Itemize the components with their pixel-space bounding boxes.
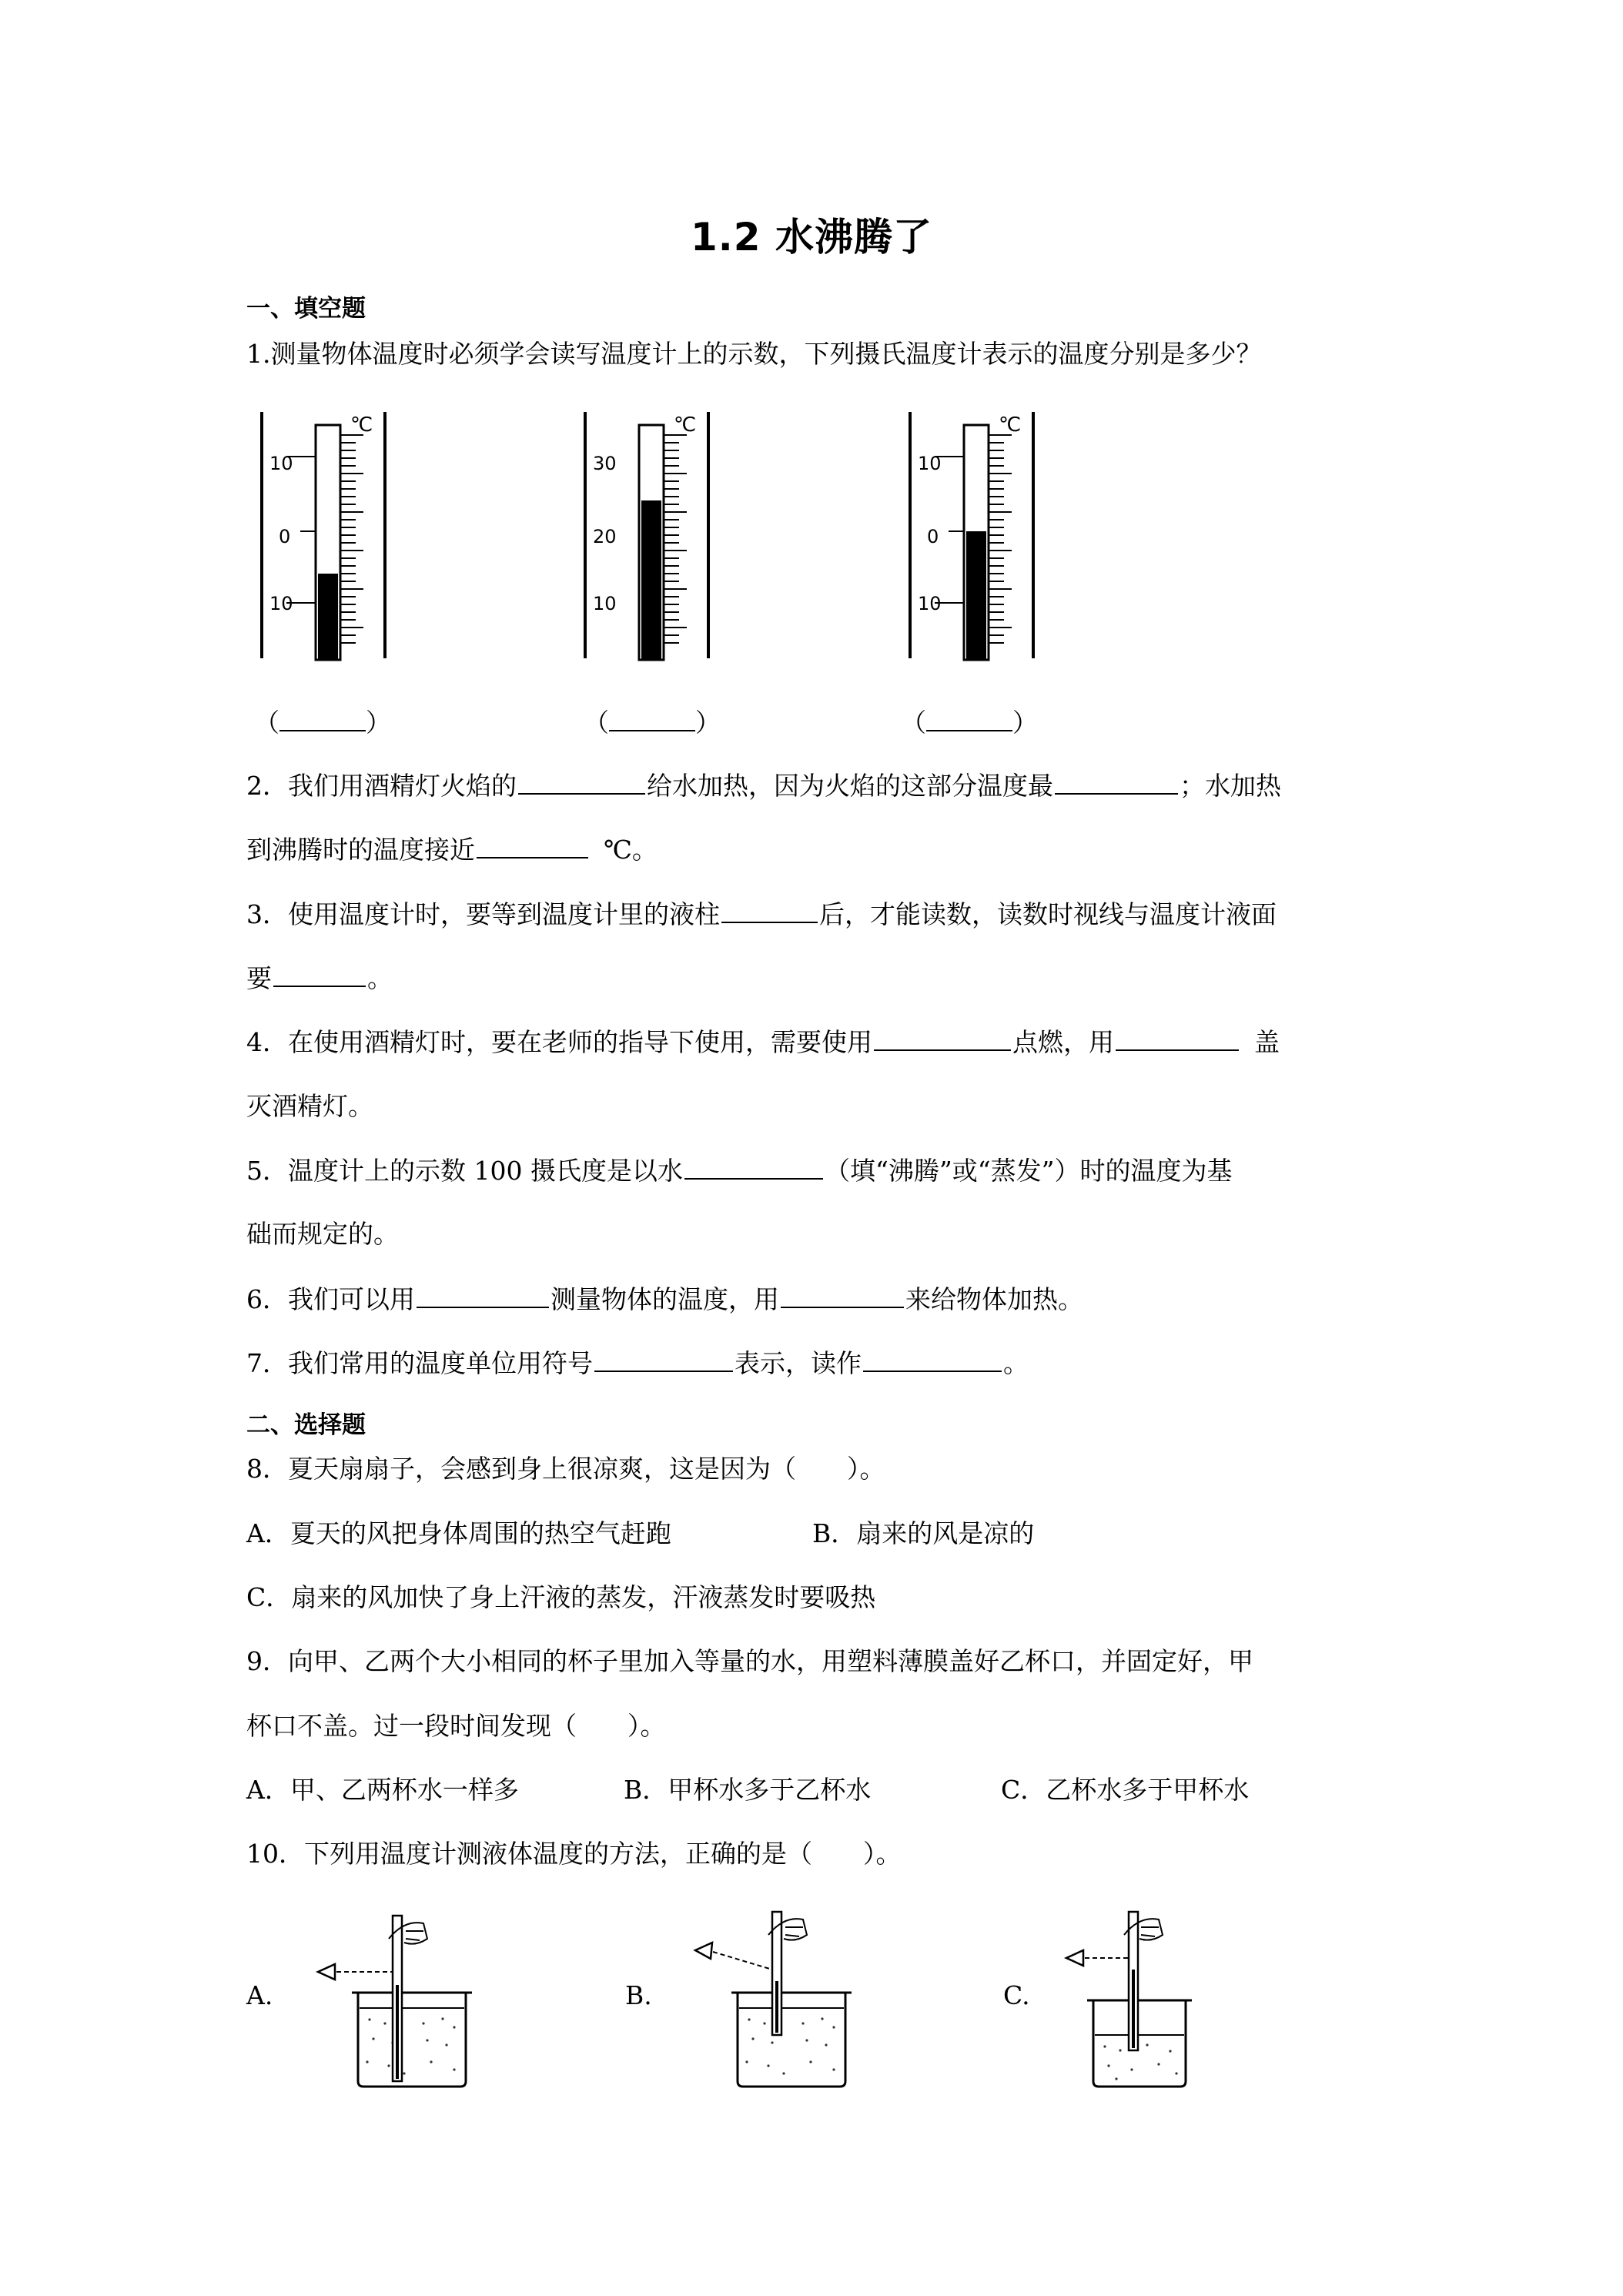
q5-blank-1[interactable]	[684, 1155, 823, 1180]
q10-figure-a	[312, 1908, 500, 2093]
thermometer-3-unit: ℃	[999, 413, 1022, 437]
q4-blank-2[interactable]	[1116, 1026, 1239, 1051]
thermometer-2-label-top: 30	[593, 453, 617, 474]
thermometer-3-label-bottom: 10	[918, 593, 942, 614]
thermometer-2-label-mid: 20	[593, 526, 617, 547]
answer-blank-2[interactable]: （ ）	[584, 708, 721, 738]
thermometer-1-liquid-column	[318, 574, 338, 660]
question-9-stem-1: 9．向甲、乙两个大小相同的杯子里加入等量的水，用塑料薄膜盖好乙杯口，并固定好，甲	[246, 1646, 1253, 1676]
question-10-stem: 10．下列用温度计测液体温度的方法，正确的是（ ）。	[246, 1839, 902, 1869]
question-3-line-1: 3．使用温度计时，要等到温度计里的液柱 后，才能读数，读数时视线与温度计液面	[246, 899, 1277, 929]
thermometer-2-unit: ℃	[674, 413, 697, 437]
answer-blank-1[interactable]: （ ）	[254, 708, 391, 738]
thermometer-2-liquid-column	[641, 500, 661, 660]
q10-figure-c	[1062, 1908, 1251, 2093]
question-6-line: 6．我们可以用 测量物体的温度，用 来给物体加热。	[246, 1284, 1083, 1314]
question-5-line-1: 5．温度计上的示数 100 摄氏度是以水 （填“沸腾”或“蒸发”）时的温度为基	[246, 1156, 1233, 1186]
question-5-line-2: 础而规定的。	[246, 1219, 399, 1249]
q8-option-b[interactable]: B．扇来的风是凉的	[812, 1518, 1035, 1548]
q10-option-a[interactable]: A.	[246, 1980, 273, 2010]
thermometer-1-label-bottom: 10	[269, 593, 293, 614]
q7-blank-1[interactable]	[594, 1347, 733, 1372]
thermometer-1-label-top: 10	[269, 453, 293, 474]
page-title: 1.2 水沸腾了	[691, 215, 932, 259]
thermometer-2-ticks	[664, 435, 687, 643]
q6-blank-2[interactable]	[781, 1284, 904, 1308]
thermometer-3-label-top: 10	[918, 453, 942, 474]
q2-blank-2[interactable]	[1055, 770, 1178, 795]
thermometer-2-label-bottom: 10	[593, 593, 617, 614]
q3-blank-2[interactable]	[273, 962, 366, 987]
question-3-line-2: 要 。	[246, 963, 393, 993]
thermometer-3-ticks	[989, 435, 1012, 643]
thermometer-1-ticks	[340, 435, 363, 643]
question-2-line-1: 2．我们用酒精灯火焰的 给水加热，因为火焰的这部分温度最 ；水加热	[246, 771, 1281, 801]
thermometer-3	[902, 408, 1049, 662]
question-2-line-2: 到沸腾时的温度接近 ℃。	[246, 835, 658, 865]
answer-blank-3[interactable]: （ ）	[901, 708, 1038, 738]
q9-option-c[interactable]: C．乙杯水多于甲杯水	[1001, 1775, 1250, 1805]
question-4-line-1: 4．在使用酒精灯时，要在老师的指导下使用，需要使用 点燃，用 盖	[246, 1027, 1280, 1057]
thermometer-1-unit: ℃	[350, 413, 373, 437]
thermometer-3-label-mid: 0	[927, 526, 939, 547]
question-9-stem-2: 杯口不盖。过一段时间发现（ ）。	[246, 1711, 666, 1741]
question-1-text: 1.测量物体温度时必须学会读写温度计上的示数，下列摄氏温度计表示的温度分别是多少？	[246, 339, 1262, 369]
q7-blank-2[interactable]	[863, 1347, 1002, 1372]
thermometer-3-liquid-column	[966, 531, 986, 660]
thermometer-1-label-mid: 0	[279, 526, 291, 547]
q6-blank-1[interactable]	[417, 1284, 549, 1308]
thermometer-2	[577, 408, 724, 662]
q3-blank-1[interactable]	[721, 899, 818, 923]
q9-option-b[interactable]: B．甲杯水多于乙杯水	[624, 1775, 872, 1805]
q8-option-a[interactable]: A．夏天的风把身体周围的热空气赶跑	[246, 1518, 671, 1548]
q10-figure-b	[691, 1908, 880, 2093]
q4-blank-1[interactable]	[874, 1026, 1011, 1051]
question-7-line: 7．我们常用的温度单位用符号 表示，读作 。	[246, 1348, 1029, 1378]
q2-blank-1[interactable]	[518, 770, 645, 795]
q10-option-c[interactable]: C.	[1003, 1980, 1030, 2010]
q2-blank-3[interactable]	[477, 834, 588, 858]
q8-option-c[interactable]: C．扇来的风加快了身上汗液的蒸发，汗液蒸发时要吸热	[246, 1582, 876, 1612]
section-fill-in: 一、填空题	[246, 295, 366, 323]
question-8-stem: 8．夏天扇扇子，会感到身上很凉爽，这是因为（ ）。	[246, 1454, 885, 1484]
section-choice: 二、选择题	[246, 1411, 366, 1439]
q9-option-a[interactable]: A．甲、乙两杯水一样多	[246, 1775, 519, 1805]
question-4-line-2: 灭酒精灯。	[246, 1091, 373, 1121]
thermometer-1	[254, 408, 400, 662]
q10-option-b[interactable]: B.	[625, 1980, 652, 2010]
